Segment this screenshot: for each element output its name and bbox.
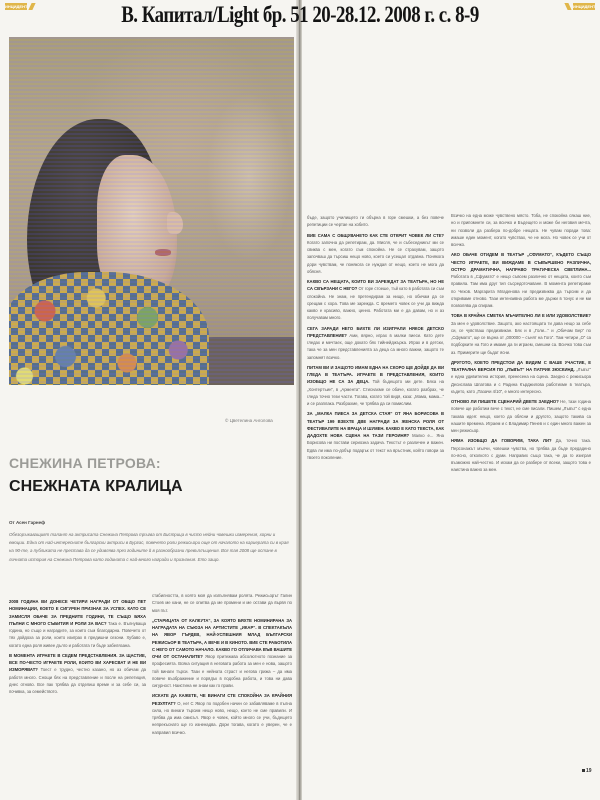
section-tab-slash-icon: [28, 3, 35, 10]
article-headline: СНЕЖНАТА КРАЛИЦА: [9, 478, 183, 495]
source-stamp: В. Капитал/Light бр. 51 20-28.12. 2008 г. с. 8-9: [121, 2, 479, 27]
qa-paragraph: ИСКАТЕ ДА КАЖЕТЕ, ЧЕ ВИНАГИ СТЕ СПОКОЙНА ЗА КРАЙНИЯ РЕЗУЛТАТ? О, не! С Явор по подобен начин се забавляваме в пълна сила, но винаги търсим нещо ново, нещо, което не сме правили. И трябва да има смисъл. Явор е човек, който много се учи, бъдещето непрекъснато ще го изненадва. Дори тогава, когато е уверен, че е направил всичко.: [152, 693, 292, 735]
photo-credit: © Цветелина Анголова: [225, 418, 273, 423]
article-kicker: СНЕЖИНА ПЕТРОВА:: [9, 455, 161, 471]
qa-paragraph: бъде, защото училището ги обърна в горе смешки, а без повече репетиции се чертае на хобито.: [307, 215, 444, 228]
text-column-1: [9, 598, 146, 698]
qa-paragraph: АКО ОБАЧЕ ОТИДЕМ В ТЕАТЪР „СФУМАТО“, КЪДЕТО СЪЩО ЧЕСТО ИГРАЕТЕ, ВИ ВИЖДАМЕ В СЪВЪРШЕНО РАЗЛИЧНА, ОСТРО ДРАМАТИЧНА, НАПРАВО ТРАГИЧЕСКА СВЕТЛИНА... Работата в „Сфумато“ е нещо съвсем различно от нещата, които съм правила. Там има друг тип съсредоточаване. В момента репетираме по Чехов. Маргарита Младенова ни предизвиква да търсим и да откриваме отново. Тази интензивна работа ме държи в тонус и не ми позволява да спирам.: [451, 252, 591, 308]
section-tab-right: ИНЦИДЕНТ: [573, 4, 596, 9]
qa-paragraph: СЕГА ЗАРАДИ НЕГО БИХТЕ ЛИ ИЗИГРАЛИ НЯКОЕ ДЕТСКО ПРЕДСТАВЛЕНИЕ? Ами, вярно, играх в малки пиеси. Като дете гледах и мечтаех, още докато бях тийнейджърка. Играх и в детски, така че за мен представленията за деца са много важни, защото те запомнят всичко.: [307, 325, 444, 360]
section-tab-left: ИНЦИДЕНТ: [5, 4, 28, 9]
article-lede: Обезоръжаващият талант на актрисата Снежина Петрова тръгва от Бистрица в чисто нейни човешки измерения, хорни и емоции. Една от най-интересните български актриси в Бургас, повечето роли режисьори още от началото на кариерата си в края на 90-те, а публиката не престава да се удивлява през годините й в разнообразни превъплъщения. Вся тая 2008 ще остане в личната история на Снежина Петрова като годината с най-много награди и признания. Ето защо.: [9, 532, 289, 562]
qa-paragraph: ДРУГОТО, КОЕТО ПРЕДСТОИ ДА ВИДИМ С ВАШЕ УЧАСТИЕ, Е ТЕАТРАЛНА ВЕРСИЯ ПО „ЛЪВЪТ“ НА ПАТРИК ЗЮСКИНД. „Лъвът“ е една удивителна история, пренесена на сцена. Заедно с режисьора Десислава Шпатова и с Радина Кърджилова работихме в театъра, където, като „Пазачи 4/10“, е много интересно.: [451, 359, 591, 394]
qa-paragraph: ВИЕ САМА С ОБЩУВАНЕТО КАК СТЕ ОТКРИТ ЧОВЕК ЛИ СТЕ? Когато започна да репетирам, да. Мисля, че и събеседникът ми се свиква с мен, когато съм спокойна. Не се страхувам, защото започваш да търсиш нещо ново, което си усещал отдавна. Понякога дори чувствам, че понякога се нуждая от нещо, което не мога да обясня.: [307, 232, 444, 274]
end-mark-icon: [582, 769, 585, 772]
section-tab-slash-icon: [564, 3, 571, 10]
qa-paragraph: ОТНОВО ЛИ ПИШЕТЕ СЦЕНАРИЙ ДВЕТЕ ЗАЕДНО? Не, тази година повече ще работим вече с текст, не сме писали. Пишем „Лъвът“ с една такава идея: нещо, което да обясни и другото, защото такива са нашите времена. Играем и с Владимир Пенев и с един много важен за мен режисьор.: [451, 399, 591, 433]
portrait-photo: [9, 37, 294, 385]
qa-paragraph: ПИТАМ ВИ И ЗАЩОТО ИМАМ ЕДНА НА СКОРО ЩЕ ДОЙДЕ ДА ВИ ГЛЕДА В ТЕАТЪРА. ИГРАЕТЕ В ПРЕДСТАВЛЕНИЯ, КОИТО ИЗОБЩО НЕ СА ЗА ДЕЦА. Той бъдещото ми дете. Бяха на „Хонтертъин“, в „Армента“. Стиснахме се обаче, когато разбрах, че гледа точно тези части. Тогава, когато той видя, каза: „Мама, мама...“ и се разплака. Разбрахме, че трябва да си помислим.: [307, 364, 444, 406]
qa-paragraph: ТОВА В КРАЙНА СМЕТКА МЪЧИТЕЛНО ЛИ Е ИЛИ УДОВОЛСТВИЕ? За мен е удоволствие. Защото, ако настоящата ти дава нещо за себе си, се чувстваш предизвикан. Бях и в „Голи...“ и „Обичам Бер“ по „Сфумато“, ще се върна от „000000 – сънят на Гого“. Там четири „О“ са подборките на Гого и имаме да ги играем, смешни са. Всичко това съм аз. Примерите ще бъдат ясни.: [451, 313, 591, 355]
text-column-2: [152, 592, 292, 739]
text-column-4: [451, 212, 591, 477]
article-byline: От Асен Гарнеф: [9, 520, 46, 525]
qa-paragraph: НЯМА ИЗОБЩО ДА ГОВОРИМ, ТАКА ЛИ? Да, точно така. Персонажът мълчи, човешки чувства, но трябва да бъде предадено по-ясно, отколкото с думи. Направих също така, че да го изиграя възможно най-честно. И искам да се разбере от всеки, защото това е наистина важно за мен.: [451, 438, 592, 473]
qa-paragraph: „СТАРИЦАТА ОТ КАЛКУТА“, ЗА КОЯТО БЯХТЕ НОМИНИРАНА ЗА НАГРАДАТА НА СЪЮЗА НА АРТИСТИТЕ „ИКАР“. В СПЕКТАКЪЛА НА ЯВОР ГЪРДЕВ, НАЙ-УСПЕШНИЯ МЛАД БЪЛГАРСКИ РЕЖИСЬОР В ТЕАТЪРА, А ВЕЧЕ И В КИНОТО. ВИЕ СТЕ РАБОТИЛА С НЕГО ОТ САМОТО НАЧАЛО. КАКВО ГО ОТЛИЧАВА ВЪВ ВАШИТЕ ОЧИ ОТ ОСТАНАЛИТЕ? Явор притежава абсолютното познание за професията. Всяка ситуация в неговата работа за мен е нова, защото той винаги търси. Тази е нейната страст и негова грижа – да има повече въображение и порядък в подобна работа, и това ни дава сигурност. Наистина не знам как го прави.: [152, 617, 292, 688]
qa-paragraph: В МОМЕНТА ИГРАЕТЕ В СЕДЕМ ПРЕДСТАВЛЕНИЯ. ЗА ЩАСТИЕ, ВСЕ ПО-ЧЕСТО ИГРАЕТЕ РОЛИ, КОИТО ВИ ХАРЕСВАТ И НЕ ВИ ИЗМОРЯВАТ? Тоест е трудно, честно казано, но аз обичам да работя много. Снощи бях на представление и после на репетиция, днес отново. Все пак трябва да отделиш време и за себе си, за почивка, за семейството.: [9, 652, 147, 694]
text-column-3: [307, 214, 444, 464]
qa-paragraph: 2008 ГОДИНА ВИ ДОНЕСЕ ЧЕТИРИ НАГРАДИ ОТ ОБЩО ПЕТ НОМИНАЦИИ, КОЕТО Е СИГУРЕН ПРИЗНАК ЗА УСПЕХ. КАТО СЕ ЗАМИСЛЯ ОБАЧЕ ЗА ПРЕДНИТЕ ГОДИНИ, ТЕ СЪЩО БЯХА ПЪЛНИ С МНОГО СЪБИТИЯ И РОЛИ ЗА ВАС? Така е. Вълнуваща година, но също и наградите, за които съм благодарна. Повечето от тях дойдоха за роли, които изиграх в предишни сезони. Хубаво е, когато една роля живее дълго и работата ти бъде забелязана.: [9, 599, 146, 648]
qa-paragraph: стабилността, в която моя да изпълнявам ролята. Режисьорът Галин Стоев ме кани, не се опитва да ме промени и ме остави да вървя по моя път.: [152, 593, 292, 613]
qa-paragraph: КАКВО СА НЕЩАТА, КОИТО ВИ ЗАРЕЖДАТ ЗА ТЕАТЪРА, НО НЕ СА СВЪРЗАНИ С НЕГО? От горе стоеше, тъй като в работата си съм спокойна. Не знам, не претендирам за нищо, но обичам да се срещам с хора. Това ме зарежда. С времето човек се учи да вижда какво е красиво, важно, ценно. Работата ми е да давам, но и аз получавам много.: [307, 279, 444, 321]
scan-lines: [9, 37, 294, 385]
page-gutter: [296, 0, 302, 800]
qa-paragraph: ЗА „МАЛКА ПИЕСА ЗА ДЕТСКА СТАЯ“ ОТ ЯНА БОРИСОВА В ТЕАТЪР 199 ВЗЕХТЕ ДВЕ НАГРАДИ ЗА ЖЕНСКА РОЛЯ ОТ ФЕСТИВАЛИТЕ НА ВРАЦА И ШУМЕН. КАКВО Е КАТО ТЕКСТА, КАК ДАДОХТЕ НОВА СЦЕНА НА ТАЗИ ГЕРОИНЯ? Малко е... Яна Борисова ни постави сериозна задача. Текстът е различен и важен. Едва ли има по-добър подарък от текст на връстник, който говори за твоето поколение.: [307, 411, 445, 460]
page-number: 19: [582, 768, 592, 774]
qa-paragraph: Всичко на една може чувствено място. Тоба, не спокойна сякаш ние, но и припомнете си, за всичко и Бъдещето и може би неговия мечта, ни позволи да разбера по-добре нещата. Не чувам поради това: имаше един момент, когато чувствах, че не мога. Но човек се учи от всичко.: [451, 213, 591, 247]
